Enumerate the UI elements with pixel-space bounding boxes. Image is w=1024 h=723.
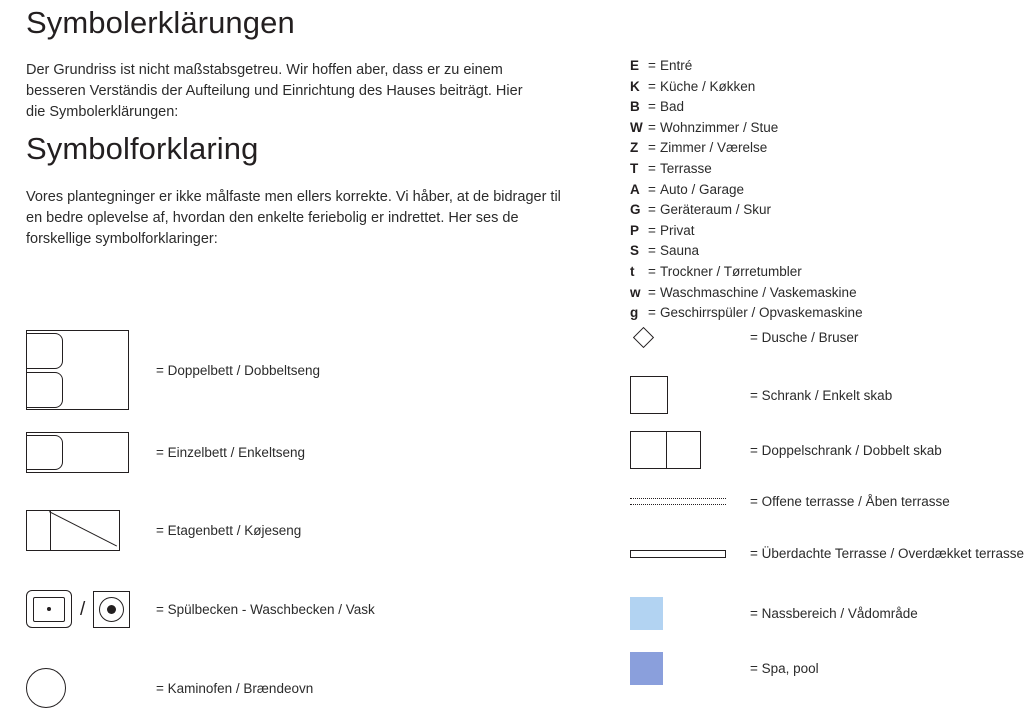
legend-label: = Etagenbett / Køjeseng: [156, 523, 302, 538]
abbr-equals: =: [648, 58, 656, 73]
abbr-key: w: [630, 284, 641, 300]
abbr-row-bath: [630, 97, 1010, 118]
legend-row-stove: [26, 668, 313, 708]
legend-label: = Offene terrasse / Åben terrasse: [750, 494, 950, 509]
sink-basin-icon: [26, 590, 144, 628]
legend-label: = Kaminofen / Brændeovn: [156, 680, 314, 696]
single-bed-icon: [26, 432, 144, 473]
bunk-bed-icon: [26, 510, 144, 551]
abbr-key: P: [630, 222, 640, 238]
abbr-row-entre: [630, 56, 1010, 77]
abbr-equals: =: [648, 202, 656, 218]
abbr-value: Waschmaschine / Vaskemaskine: [660, 284, 857, 300]
legend-label: = Schrank / Enkelt skab: [750, 387, 893, 403]
legend-label: = Spa, pool: [750, 661, 819, 676]
abbr-value: Terrasse: [660, 160, 712, 176]
legend-row-bunk-bed: [26, 510, 301, 551]
legend-label: = Dusche / Bruser: [750, 330, 859, 345]
legend-label: = Spülbecken - Waschbecken / Vask: [156, 601, 375, 617]
abbr-key: A: [630, 181, 640, 197]
abbr-row-dryer: [630, 262, 1010, 283]
legend-row-double-bed: [26, 330, 320, 410]
double-bed-icon: [26, 330, 144, 410]
abbr-equals: =: [648, 305, 656, 321]
abbr-row-terrace: [630, 159, 1010, 180]
abbr-key: B: [630, 99, 640, 115]
legend-row-double-cabinet: [630, 431, 942, 469]
abbr-row-sauna: [630, 241, 1010, 262]
abbr-equals: =: [648, 140, 656, 156]
legend-row-sink: [26, 590, 375, 628]
legend-row-single-bed: [26, 432, 305, 473]
legend-label: = Überdachte Terrasse / Overdækket terrasse: [750, 546, 1024, 561]
legend-row-spa-pool: [630, 652, 819, 685]
abbr-key: W: [630, 119, 643, 135]
wet-area-swatch-icon: [630, 597, 750, 630]
abbr-key: E: [630, 58, 640, 73]
abbr-equals: =: [648, 263, 656, 279]
fireplace-stove-icon: [26, 668, 144, 708]
abbr-equals: =: [648, 99, 656, 115]
round-basin-icon: [93, 591, 130, 628]
abbr-value: Zimmer / Værelse: [660, 140, 768, 156]
rect-basin-icon: [26, 590, 72, 628]
double-cabinet-icon: [630, 431, 750, 469]
abbreviation-list: [630, 56, 1010, 324]
abbr-key: G: [630, 202, 641, 218]
legend-row-shower: [630, 330, 858, 345]
abbr-value: Entré: [660, 58, 693, 73]
legend-label: = Einzelbett / Enkeltseng: [156, 445, 305, 460]
abbr-key: S: [630, 243, 640, 259]
abbr-value: Trockner / Tørretumbler: [660, 263, 802, 279]
single-cabinet-icon: [630, 376, 750, 414]
abbr-row-washer: [630, 283, 1010, 304]
intro-paragraph-german: Der Grundriss ist nicht maßstabsgetreu. Wir hoffen aber, dass er zu einem besseren Verständis der Aufteilung und Einrichtung des Hauses beiträgt. Hier die Symbolerklärungen:: [26, 62, 523, 121]
abbr-equals: =: [648, 222, 656, 238]
shower-icon: [630, 330, 750, 345]
abbr-equals: =: [648, 243, 656, 259]
abbr-equals: =: [648, 160, 656, 176]
abbr-key: g: [630, 305, 639, 321]
legend-label: = Doppelbett / Dobbeltseng: [156, 362, 320, 378]
spa-pool-swatch-icon: [630, 652, 750, 685]
abbr-row-private: [630, 221, 1010, 242]
abbr-value: Wohnzimmer / Stue: [660, 119, 779, 135]
abbr-equals: =: [648, 119, 656, 135]
abbr-row-utility: [630, 200, 1010, 221]
abbr-row-kitchen: [630, 77, 1010, 98]
page-title-german: Symbolerklärungen: [26, 5, 295, 40]
legend-row-covered-terrace: [630, 546, 1024, 561]
abbr-value: Küche / Køkken: [660, 78, 756, 94]
legend-row-single-cabinet: [630, 376, 892, 414]
intro-paragraph-danish: Vores plantegninger er ikke målfaste men ellers korrekte. Vi håber, at de bidrager til en bedre oplevelse af, hvordan den enkelte feriebolig er indrettet. Her ses de forskellige symbolforklaringer:: [26, 189, 561, 248]
abbr-equals: =: [648, 284, 656, 300]
left-column: [26, 0, 596, 250]
abbr-equals: =: [648, 181, 656, 197]
abbr-value: Geräteraum / Skur: [660, 202, 772, 218]
slash-separator: /: [80, 598, 86, 620]
abbr-key: t: [630, 263, 635, 279]
abbr-row-garage: [630, 180, 1010, 201]
abbr-value: Geschirrspüler / Opvaskemaskine: [660, 305, 863, 321]
abbr-value: Privat: [660, 222, 695, 238]
abbr-key: T: [630, 160, 639, 176]
abbr-value: Auto / Garage: [660, 181, 745, 197]
abbr-row-room: [630, 138, 1010, 159]
covered-terrace-icon: [630, 550, 750, 558]
abbr-key: Z: [630, 140, 639, 156]
abbr-row-dishwasher: [630, 303, 1010, 324]
abbr-key: K: [630, 78, 640, 94]
page-title-danish: Symbolforklaring: [26, 131, 259, 167]
open-terrace-icon: [630, 498, 750, 505]
legend-label: = Doppelschrank / Dobbelt skab: [750, 442, 942, 458]
abbr-row-livingroom: [630, 118, 1010, 139]
legend-row-open-terrace: [630, 494, 950, 509]
abbr-value: Sauna: [660, 243, 700, 259]
legend-label: = Nassbereich / Vådområde: [750, 606, 918, 621]
abbr-value: Bad: [660, 99, 685, 115]
legend-row-wet-area: [630, 597, 918, 630]
abbr-equals: =: [648, 78, 656, 94]
